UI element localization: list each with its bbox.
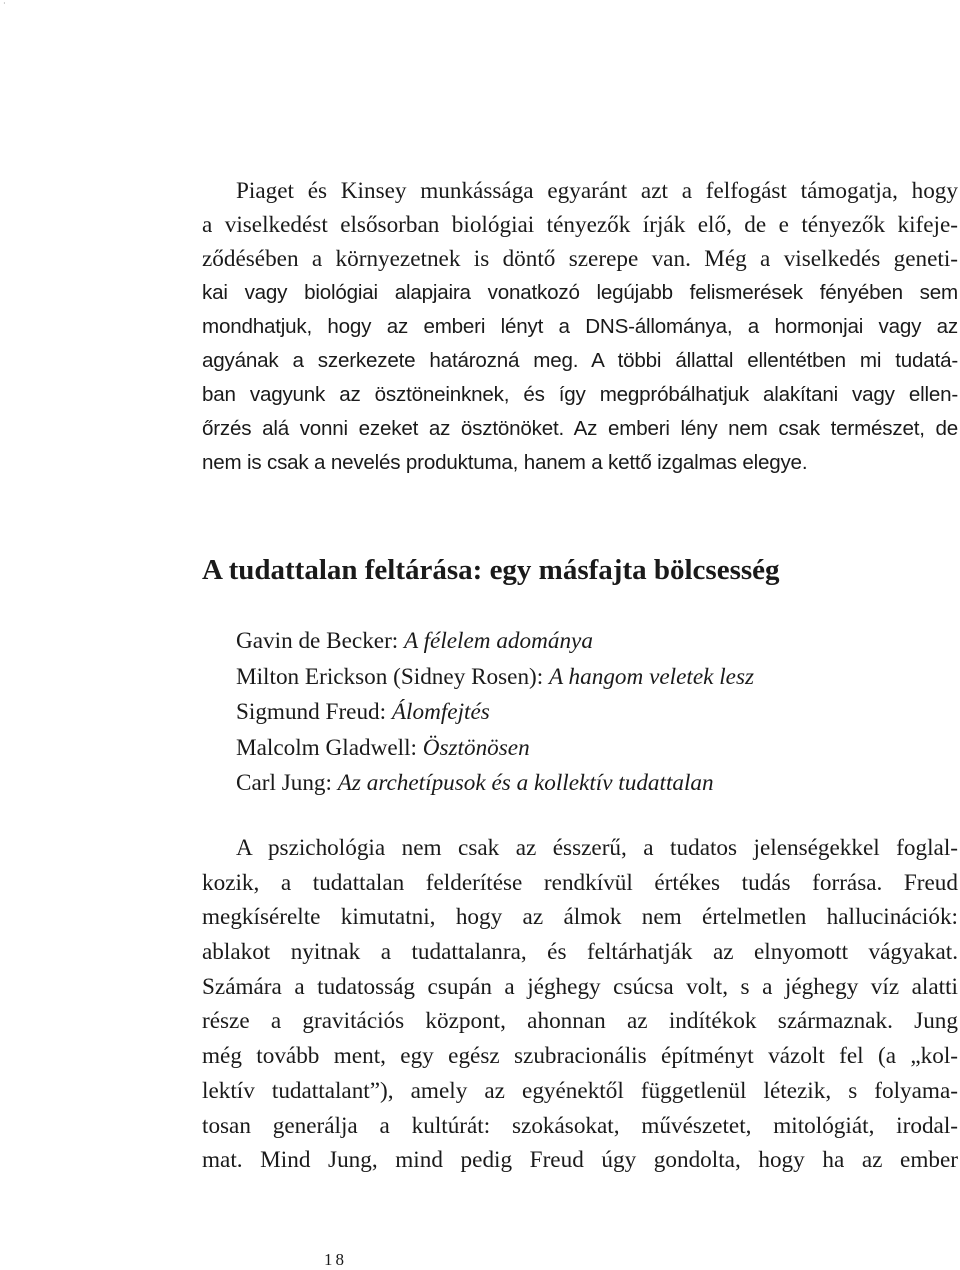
reading-list-item — [236, 731, 754, 767]
paragraph-line: A pszichológia nem csak az ésszerű, a tudatos jelenségekkel foglal- — [236, 835, 958, 861]
paragraph-line: őrzés alá vonni ezeket az ösztönöket. Az emberi lény nem csak természet, de — [202, 417, 958, 440]
book-title: Álomfejtés — [391, 699, 490, 725]
paragraph-line: tosan generálja a kultúrát: szokásokat, művészetet, mitológiát, irodal- — [202, 1112, 958, 1139]
paragraph-line: agyának a szerkezete határozná meg. A többi állattal ellentétben mi tudatá- — [202, 349, 958, 372]
paragraph-line: megkísérelte kimutatni, hogy az álmok nem értelmetlen hallucinációk: — [202, 904, 958, 931]
paragraph-line: még tovább ment, egy egész szubracionális építményt vázolt fel (a „kol- — [202, 1043, 958, 1070]
book-title: Ösztönösen — [422, 734, 530, 761]
paragraph-line: lektív tudattalant”), amely az egyénektől függetlenül létezik, s folyama- — [202, 1077, 958, 1104]
page-number: 18 — [324, 1250, 347, 1269]
section-heading: A tudattalan feltárása: egy másfajta bölcsesség — [202, 554, 780, 586]
reading-list-item — [236, 624, 754, 660]
corner-mark: · — [3, 0, 6, 8]
book-author: Sigmund Freud: — [236, 699, 392, 725]
book-title: A félelem adománya — [404, 628, 593, 654]
intro-paragraph — [202, 174, 958, 480]
reading-list-item — [236, 766, 754, 802]
paragraph-line: ződésében a környezetnek is döntő szerepe van. Még a viselkedés geneti- — [202, 246, 958, 272]
paragraph-line: kozik, a tudattalan felderítése rendkívül értékes tudás forrása. Freud — [202, 869, 958, 896]
reading-list-item — [236, 695, 754, 731]
reading-list — [236, 624, 754, 802]
paragraph-line: kai vagy biológiai alapjaira vonatkozó legújabb felismerések fényében sem — [202, 281, 958, 304]
paragraph-line: nem is csak a nevelés produktuma, hanem a kettő izgalmas elegye. — [202, 451, 808, 474]
book-author: Gavin de Becker: — [236, 628, 405, 654]
book-author: Carl Jung: — [236, 770, 338, 796]
paragraph-line: mondhatjuk, hogy az emberi lényt a DNS-állománya, a hormonjai vagy az — [202, 315, 958, 338]
paragraph-line: Piaget és Kinsey munkássága egyaránt azt a felfogást támogatja, hogy — [236, 178, 958, 204]
paragraph-line: ban vagyunk az ösztöneinknek, és így megpróbálhatjuk alakítani vagy ellen- — [202, 383, 958, 406]
paragraph-line: ablakot nyitnak a tudattalanra, és feltárhatják az elnyomott vágyakat. — [202, 939, 958, 966]
paragraph-line: a viselkedést elsősorban biológiai tényezők írják elő, de e tényezők kifeje- — [202, 212, 958, 238]
paragraph-line: Számára a tudatosság csupán a jéghegy csúcsa volt, s a jéghegy víz alatti — [202, 973, 958, 1000]
body-paragraph — [202, 831, 958, 1178]
reading-list-item — [236, 660, 754, 696]
paragraph-line: mat. Mind Jung, mind pedig Freud úgy gondolta, hogy ha az ember — [202, 1147, 958, 1174]
book-author: Milton Erickson (Sidney Rosen): — [236, 663, 550, 690]
book-author: Malcolm Gladwell: — [236, 734, 423, 761]
paragraph-line: része a gravitációs központ, ahonnan az indítékok származnak. Jung — [202, 1008, 958, 1035]
book-title: Az archetípusok és a kollektív tudattalan — [337, 770, 714, 796]
book-title: A hangom veletek lesz — [549, 663, 754, 690]
